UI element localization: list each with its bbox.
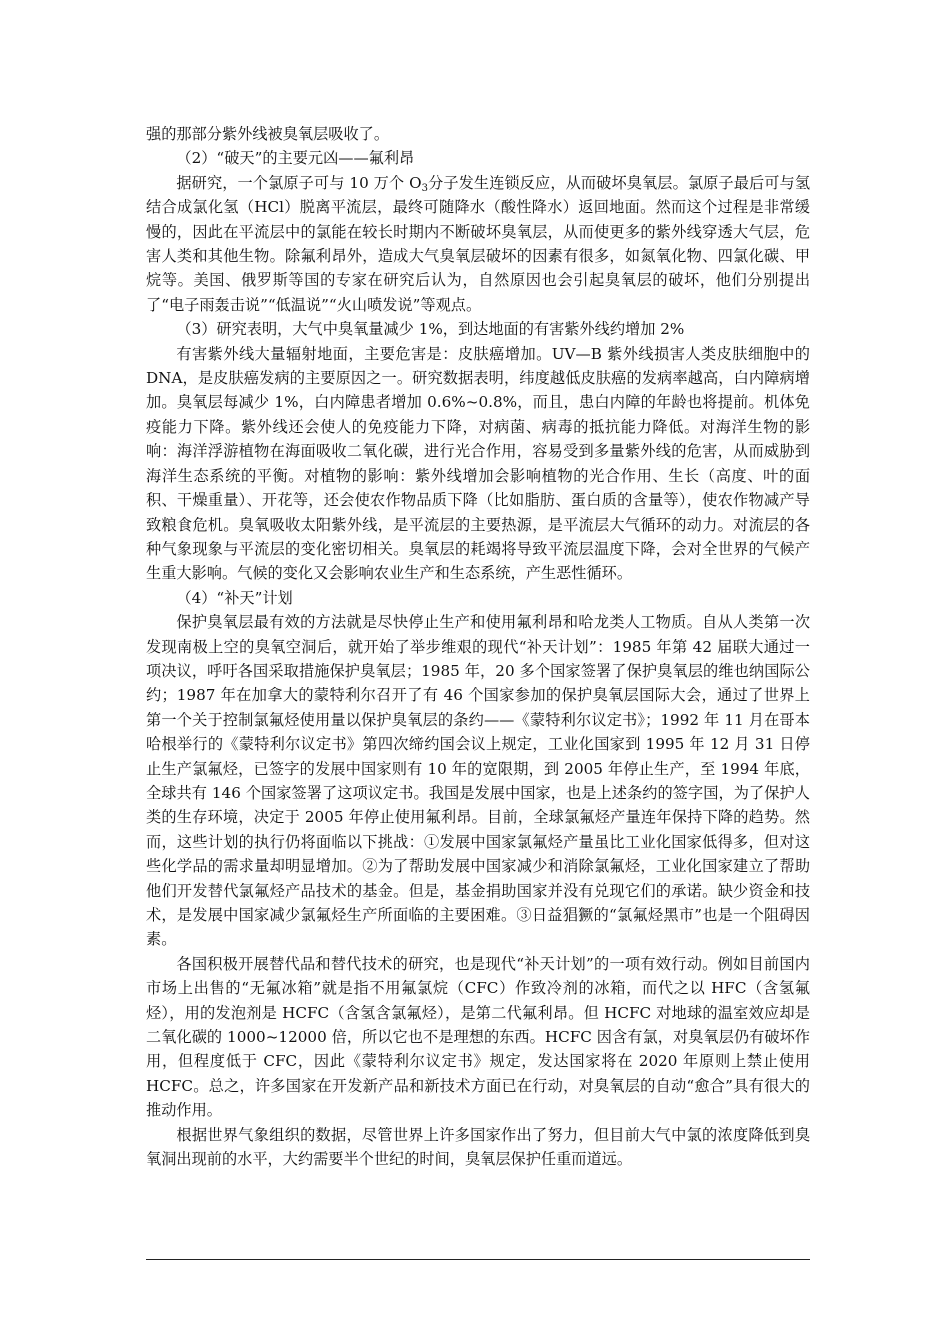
paragraph-repair-plan: 保护臭氧层最有效的方法就是尽快停止生产和使用氟利昂和哈龙类人工物质。自从人类第一次发现南极上空的臭氧空洞后，就开始了举步维艰的现代“补天计划”：1985 年第 42 届联大通过一项决议，呼吁各国采取措施保护臭氧层；1985 年，20 多个国家签署了保护臭氧层的维也纳国际公约；1987 年在加拿大的蒙特利尔召开了有 46 个国家参加的保护臭氧层国际大会，通过了世界上第一个关于控制氯氟烃使用量以保护臭氧层的条约——《蒙特利尔议定书》；1992 年 11 月在哥本哈根举行的《蒙特利尔议定书》第四次缔约国会议上规定，工业化国家到 1995 年 12 月 31 日停止生产氯氟烃，已签字的发展中国家则有 10 年的宽限期，到 2005 年停止生产，至 1994 年底，全球共有 146 个国家签署了这项议定书。我国是发展中国家，也是上述条约的签字国，为了保护人类的生存环境，决定于 2005 年停止使用氟利昂。目前，全球氯氟烃产量连年保持下降的趋势。然而，这些计划的执行仍将面临以下挑战：①发展中国家氯氟烃产量虽比工业化国家低得多，但对这些化学品的需求量却明显增加。②为了帮助发展中国家减少和消除氯氟烃，工业化国家建立了帮助他们开发替代氯氟烃产品技术的基金。但是，基金捐助国家并没有兑现它们的承诺。缺少资金和技术，是发展中国家减少氯氟烃生产所面临的主要困难。③日益猖獗的“氯氟烃黑市”也是一个阻碍因素。: [146, 613, 810, 949]
section-heading-2: （2）“破天”的主要元凶——氟利昂: [176, 149, 415, 168]
section-heading-4: （4）“补天”计划: [176, 588, 293, 607]
section-heading-3: （3）研究表明，大气中臭氧量减少 1%，到达地面的有害紫外线约增加 2%: [176, 320, 685, 339]
paragraph-continuation: 强的那部分紫外线被臭氧层吸收了。: [146, 125, 389, 143]
paragraph-substitutes: 各国积极开展替代品和替代技术的研究，也是现代“补天计划”的一项有效行动。例如目前国内市场上出售的“无氟冰箱”就是指不用氟氯烷（CFC）作致冷剂的冰箱，而代之以 HFC（含氢氟烃），用的发泡剂是 HCFC（含氢含氯氟烃），是第二代氟利昂。但 HCFC 对地球的温室效应却是二氧化碳的 1000~12000 倍，所以它也不是理想的东西。HCFC 因含有氯，对臭氧层仍有破坏作用，但程度低于 CFC，因此《蒙特利尔议定书》规定，发达国家将在 2020 年原则上禁止使用 HCFC。总之，许多国家在开发新产品和新技术方面已在行动，对臭氧层的自动“愈合”具有很大的推动作用。: [146, 954, 810, 1120]
paragraph-chlorine-reaction: [146, 171, 810, 317]
paragraph-conclusion: 根据世界气象组织的数据，尽管世界上许多国家作出了努力，但目前大气中氯的浓度降低到臭氧洞出现前的水平，大约需要半个世纪的时间，臭氧层保护任重而道远。: [146, 1125, 810, 1169]
subscript-3: 3: [421, 182, 428, 194]
paragraph-uv-harm: 有害紫外线大量辐射地面，主要危害是：皮肤癌增加。UV—B 紫外线损害人类皮肤细胞中的 DNA，是皮肤癌发病的主要原因之一。研究数据表明，纬度越低皮肤癌的发病率越高，白内障病增加。臭氧层每减少 1%，白内障患者增加 0.6%~0.8%，而且，患白内障的年龄也将提前。机体免疫能力下降。紫外线还会使人的免疫能力下降，对病菌、病毒的抵抗能力降低。对海洋生物的影响：海洋浮游植物在海面吸收二氧化碳，进行光合作用，容易受到多量紫外线的危害，从而威胁到海洋生态系统的平衡。对植物的影响：紫外线增加会影响植物的光合作用、生长（高度、叶的面积、干燥重量）、开花等，还会使农作物品质下降（比如脂肪、蛋白质的含量等），使农作物减产导致粮食危机。臭氧吸收太阳紫外线，是平流层的主要热源，是平流层大气循环的动力。对流层的各种气象现象与平流层的变化密切相关。臭氧层的耗竭将导致平流层温度下降，会对全世界的气候产生重大影响。气候的变化又会影响农业生产和生态系统，产生恶性循环。: [146, 344, 810, 583]
paragraph-text-start: 据研究，一个氯原子可与 10 万个 O: [176, 173, 422, 192]
footer-divider: [146, 1259, 810, 1260]
paragraph-text-rest: 分子发生连锁反应，从而破坏臭氧层。氯原子最后可与氢结合成氯化氢（HCl）脱离平流层，最终可随降水（酸性降水）返回地面。然而这个过程是非常缓慢的，因此在平流层中的氯能在较长时期内不断破坏臭氧层，从而使更多的紫外线穿透大气层，危害人类和其他生物。除氟利昂外，造成大气臭氧层破坏的因素有很多，如氮氧化物、四氯化碳、甲烷等。美国、俄罗斯等国的专家在研究后认为，自然原因也会引起臭氧层的破坏，他们分别提出了“电子雨轰击说”“低温说”“火山喷发说”等观点。: [146, 173, 810, 314]
article-body: [146, 122, 810, 1171]
